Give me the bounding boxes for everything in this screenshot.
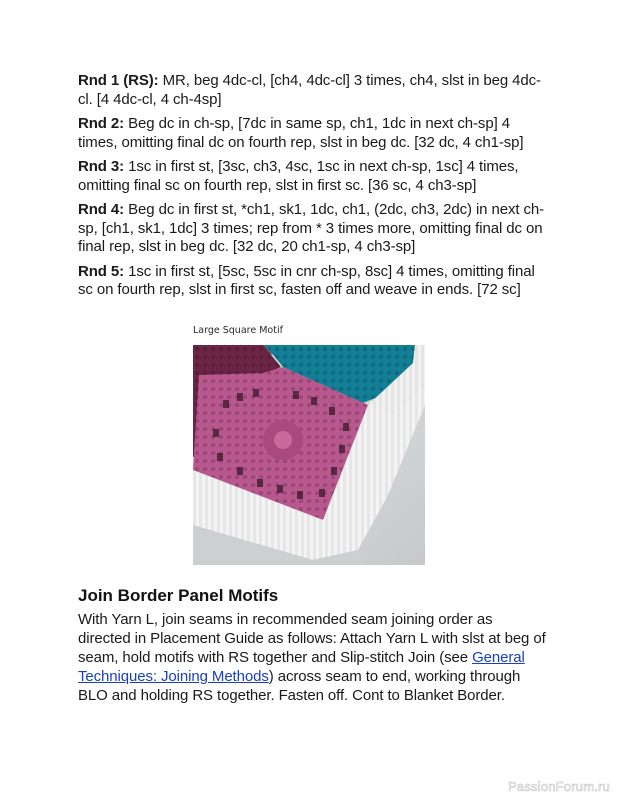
motif-figure xyxy=(193,325,425,565)
round-text: 1sc in first st, [5sc, 5sc in cnr ch-sp, 8sc] 4 times, omitting final sc on fourth rep, slst in first sc, fasten off and weave in ends. [72 sc] xyxy=(78,262,535,298)
round-text: Beg dc in first st, *ch1, sk1, 1dc, ch1, (2dc, ch3, 2dc) in next ch-sp, [ch1, sk1, 1dc] 3 times; rep from * 3 times more, omitting final dc on final rep, slst in beg dc. [32 dc, 20 ch1-sp, 4 ch3-sp] xyxy=(78,201,545,255)
round-label: Rnd 4: xyxy=(78,201,125,218)
body-text-before-link: With Yarn L, join seams in recommended seam joining order as directed in Placement Guide as follows: Attach Yarn L with slst at beg of seam, hold motifs with RS together and Slip-stitch Join (see xyxy=(78,611,546,666)
round-3 xyxy=(78,158,548,195)
round-4 xyxy=(78,201,548,257)
round-text: MR, beg 4dc-cl, [ch4, 4dc-cl] 3 times, ch4, slst in beg 4dc-cl. [4 4dc-cl, 4 ch-4sp] xyxy=(78,72,541,108)
round-5 xyxy=(78,263,548,300)
crochet-square-photo xyxy=(193,345,425,565)
crochet-photo-illustration xyxy=(193,345,425,565)
watermark: PassionForum.ru xyxy=(508,779,610,794)
figure-caption: Large Square Motif xyxy=(193,325,283,336)
pattern-rounds xyxy=(78,72,548,306)
section-body xyxy=(78,610,548,705)
join-border-section xyxy=(78,586,548,705)
round-2 xyxy=(78,115,548,152)
round-label: Rnd 2: xyxy=(78,115,125,132)
round-text: Beg dc in ch-sp, [7dc in same sp, ch1, 1dc in next ch-sp] 4 times, omitting final dc on fourth rep, slst in beg dc. [32 dc, 4 ch1-sp] xyxy=(78,115,524,151)
round-label: Rnd 1 (RS): xyxy=(78,72,159,89)
round-label: Rnd 5: xyxy=(78,262,125,280)
round-text: 1sc in first st, [3sc, ch3, 4sc, 1sc in next ch-sp, 1sc] 4 times, omitting final sc on fourth rep, slst in first sc. [36 sc, 4 ch3-sp] xyxy=(78,158,519,194)
round-1 xyxy=(78,72,548,109)
body-text-after-link: ) across seam to end, working through BLO and holding RS together. Fasten off. Cont to Blanket Border. xyxy=(78,668,521,704)
joining-methods-link[interactable]: General Techniques: Joining Methods xyxy=(78,649,525,685)
round-label: Rnd 3: xyxy=(78,158,125,175)
section-heading: Join Border Panel Motifs xyxy=(78,586,279,605)
